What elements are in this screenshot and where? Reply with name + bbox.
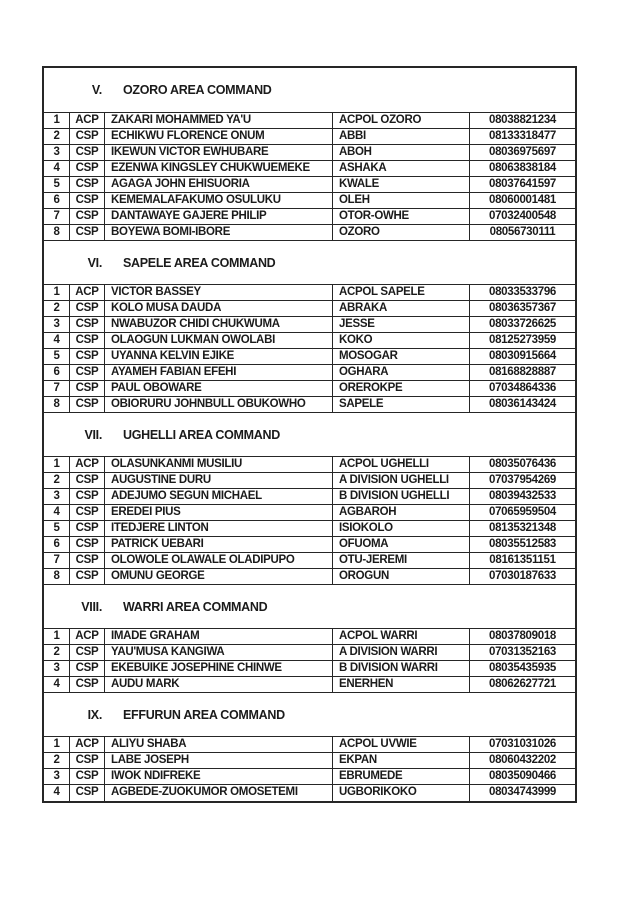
cell-rank: CSP <box>70 521 105 536</box>
table-row <box>44 225 575 241</box>
section-title: OZORO AREA COMMAND <box>123 83 272 97</box>
cell-division: A DIVISION UGHELLI <box>333 473 470 488</box>
cell-phone-number: 08056730111 <box>489 226 556 238</box>
section-numeral: V. <box>91 83 102 97</box>
cell-division: B DIVISION WARRI <box>333 661 470 676</box>
section-rows <box>44 629 575 693</box>
section-rows <box>44 737 575 801</box>
cell-division: OREROKPE <box>333 381 470 396</box>
cell-serial-number: 5 <box>44 521 70 536</box>
cell-officer-name: PAUL OBOWARE <box>105 381 333 396</box>
table-row <box>44 569 575 585</box>
cell-phone-number: 07037954269 <box>488 474 557 486</box>
cell-division: B DIVISION UGHELLI <box>333 489 470 504</box>
cell-serial-number: 7 <box>44 553 70 568</box>
cell-rank: ACP <box>70 457 105 472</box>
cell-phone-number: 08035435935 <box>488 662 557 674</box>
cell-officer-name: PATRICK UEBARI <box>105 537 333 552</box>
cell-rank: CSP <box>70 129 105 144</box>
cell-phone-number: 08036975697 <box>488 146 557 158</box>
table-row <box>44 521 575 537</box>
cell-phone-number: 08035076436 <box>488 458 557 470</box>
section-header <box>44 413 575 457</box>
cell-phone-number: 08033533796 <box>488 286 557 298</box>
cell-division: JESSE <box>333 317 470 332</box>
cell-serial-number: 4 <box>44 505 70 520</box>
cell-phone-number: 08063838184 <box>488 162 557 174</box>
table-row <box>44 177 575 193</box>
table-row <box>44 397 575 413</box>
cell-officer-name: VICTOR BASSEY <box>105 285 333 300</box>
cell-rank: ACP <box>70 629 105 644</box>
cell-division: OROGUN <box>333 569 470 584</box>
cell-officer-name: EZENWA KINGSLEY CHUKWUEMEKE <box>105 161 333 176</box>
cell-serial-number: 4 <box>44 677 70 692</box>
table-row <box>44 365 575 381</box>
section-title: UGHELLI AREA COMMAND <box>123 427 280 442</box>
cell-officer-name: KEMEMALAFAKUMO OSULUKU <box>105 193 333 208</box>
cell-division: AGBAROH <box>333 505 470 520</box>
cell-rank: CSP <box>70 381 105 396</box>
cell-division: MOSOGAR <box>333 349 470 364</box>
cell-rank: CSP <box>70 645 105 660</box>
cell-phone-number: 08125273959 <box>488 334 557 346</box>
cell-officer-name: AGBEDE-ZUOKUMOR OMOSETEMI <box>105 785 333 801</box>
cell-rank: CSP <box>70 473 105 488</box>
cell-serial-number: 4 <box>44 161 70 176</box>
table-row <box>44 301 575 317</box>
cell-division: OZORO <box>333 225 470 240</box>
table-row <box>44 505 575 521</box>
table-row <box>44 145 575 161</box>
table-row <box>44 161 575 177</box>
section-rows <box>44 285 575 413</box>
cell-rank: CSP <box>70 145 105 160</box>
cell-rank: ACP <box>70 285 105 300</box>
cell-rank: CSP <box>70 753 105 768</box>
cell-phone-number: 07031352163 <box>488 646 557 658</box>
cell-phone-number: 07065959504 <box>488 506 557 518</box>
cell-phone-number: 08037641597 <box>488 178 557 190</box>
cell-division: KWALE <box>333 177 470 192</box>
table-row <box>44 349 575 365</box>
table-row <box>44 753 575 769</box>
cell-rank: CSP <box>70 333 105 348</box>
cell-phone-number: 08135321348 <box>488 522 557 534</box>
cell-serial-number: 6 <box>44 365 70 380</box>
cell-officer-name: OBIORURU JOHNBULL OBUKOWHO <box>105 397 333 412</box>
section-numeral: VI. <box>87 255 102 270</box>
table-row <box>44 661 575 677</box>
cell-serial-number: 3 <box>44 489 70 504</box>
cell-serial-number: 2 <box>44 753 70 768</box>
cell-serial-number: 2 <box>44 645 70 660</box>
cell-officer-name: NWABUZOR CHIDI CHUKWUMA <box>105 317 333 332</box>
table-row <box>44 285 575 301</box>
cell-division: ACPOL UVWIE <box>333 737 470 752</box>
cell-rank: CSP <box>70 505 105 520</box>
cell-rank: ACP <box>70 113 105 128</box>
section-header <box>44 241 575 285</box>
area-command-section <box>44 413 575 585</box>
section-header <box>44 693 575 737</box>
cell-serial-number: 6 <box>44 193 70 208</box>
table-row <box>44 785 575 801</box>
section-title: WARRI AREA COMMAND <box>123 599 268 614</box>
table-row <box>44 629 575 645</box>
cell-rank: CSP <box>70 225 105 240</box>
cell-officer-name: ITEDJERE LINTON <box>105 521 333 536</box>
cell-rank: CSP <box>70 769 105 784</box>
cell-officer-name: OLOWOLE OLAWALE OLADIPUPO <box>105 553 333 568</box>
cell-division: OLEH <box>333 193 470 208</box>
cell-serial-number: 2 <box>44 473 70 488</box>
cell-rank: CSP <box>70 301 105 316</box>
cell-serial-number: 4 <box>44 785 70 801</box>
cell-serial-number: 7 <box>44 381 70 396</box>
cell-serial-number: 1 <box>44 113 70 128</box>
table-row <box>44 645 575 661</box>
cell-serial-number: 2 <box>44 129 70 144</box>
section-rows <box>44 457 575 585</box>
cell-officer-name: ALIYU SHABA <box>105 737 333 752</box>
cell-officer-name: AYAMEH FABIAN EFEHI <box>105 365 333 380</box>
cell-rank: CSP <box>70 489 105 504</box>
cell-division: ABOH <box>333 145 470 160</box>
contact-directory <box>42 66 577 803</box>
cell-division: ABRAKA <box>333 301 470 316</box>
cell-officer-name: OMUNU GEORGE <box>105 569 333 584</box>
table-row <box>44 457 575 473</box>
cell-rank: CSP <box>70 553 105 568</box>
cell-phone-number: 08161351151 <box>489 554 556 566</box>
table-row <box>44 113 575 129</box>
cell-rank: CSP <box>70 397 105 412</box>
cell-division: KOKO <box>333 333 470 348</box>
cell-officer-name: DANTAWAYE GAJERE PHILIP <box>105 209 333 224</box>
cell-serial-number: 3 <box>44 145 70 160</box>
cell-phone-number: 07032400548 <box>488 210 557 222</box>
cell-officer-name: IWOK NDIFREKE <box>105 769 333 784</box>
section-header <box>44 585 575 629</box>
cell-phone-number: 07034864336 <box>488 382 557 394</box>
cell-officer-name: AUGUSTINE DURU <box>105 473 333 488</box>
cell-officer-name: EREDEI PIUS <box>105 505 333 520</box>
cell-serial-number: 1 <box>44 737 70 752</box>
table-row <box>44 317 575 333</box>
section-title: EFFURUN AREA COMMAND <box>123 707 285 722</box>
cell-serial-number: 8 <box>44 397 70 412</box>
cell-serial-number: 1 <box>44 285 70 300</box>
cell-division: OGHARA <box>333 365 470 380</box>
table-row <box>44 209 575 225</box>
cell-serial-number: 1 <box>44 629 70 644</box>
cell-serial-number: 3 <box>44 661 70 676</box>
cell-phone-number: 08039432533 <box>488 490 557 502</box>
cell-officer-name: AGAGA JOHN EHISUORIA <box>105 177 333 192</box>
cell-division: SAPELE <box>333 397 470 412</box>
cell-phone-number: 08037809018 <box>488 630 557 642</box>
table-row <box>44 193 575 209</box>
section-rows <box>44 113 575 241</box>
cell-division: ISIOKOLO <box>333 521 470 536</box>
cell-division: UGBORIKOKO <box>333 785 470 801</box>
table-row <box>44 381 575 397</box>
cell-officer-name: EKEBUIKE JOSEPHINE CHINWE <box>105 661 333 676</box>
table-row <box>44 553 575 569</box>
cell-serial-number: 6 <box>44 537 70 552</box>
cell-division: EBRUMEDE <box>333 769 470 784</box>
cell-officer-name: ADEJUMO SEGUN MICHAEL <box>105 489 333 504</box>
cell-rank: ACP <box>70 737 105 752</box>
cell-serial-number: 4 <box>44 333 70 348</box>
table-row <box>44 473 575 489</box>
section-numeral: VIII. <box>81 599 102 614</box>
cell-rank: CSP <box>70 677 105 692</box>
cell-rank: CSP <box>70 537 105 552</box>
area-command-section <box>44 241 575 413</box>
cell-rank: CSP <box>70 349 105 364</box>
cell-division: ACPOL UGHELLI <box>333 457 470 472</box>
cell-phone-number: 08038821234 <box>488 114 557 126</box>
cell-phone-number: 08062627721 <box>488 678 557 690</box>
cell-serial-number: 2 <box>44 301 70 316</box>
table-row <box>44 769 575 785</box>
cell-officer-name: IKEWUN VICTOR EWHUBARE <box>105 145 333 160</box>
cell-division: ACPOL WARRI <box>333 629 470 644</box>
cell-phone-number: 08168828887 <box>488 366 557 378</box>
cell-division: OTU-JEREMI <box>333 553 470 568</box>
cell-phone-number: 08033726625 <box>488 318 557 330</box>
cell-serial-number: 7 <box>44 209 70 224</box>
cell-phone-number: 08030915664 <box>488 350 557 362</box>
cell-serial-number: 5 <box>44 177 70 192</box>
cell-officer-name: IMADE GRAHAM <box>105 629 333 644</box>
cell-officer-name: ZAKARI MOHAMMED YA'U <box>105 113 333 128</box>
table-row <box>44 537 575 553</box>
cell-officer-name: YAU'MUSA KANGIWA <box>105 645 333 660</box>
cell-phone-number: 08035090466 <box>488 770 557 782</box>
cell-serial-number: 3 <box>44 769 70 784</box>
cell-rank: CSP <box>70 785 105 801</box>
cell-division: OFUOMA <box>333 537 470 552</box>
cell-phone-number: 07030187633 <box>488 570 557 582</box>
section-numeral: IX. <box>87 707 102 722</box>
cell-division: EKPAN <box>333 753 470 768</box>
cell-serial-number: 8 <box>44 569 70 584</box>
cell-division: A DIVISION WARRI <box>333 645 470 660</box>
cell-division: ACPOL SAPELE <box>333 285 470 300</box>
cell-rank: CSP <box>70 661 105 676</box>
table-row <box>44 333 575 349</box>
cell-serial-number: 5 <box>44 349 70 364</box>
cell-division: OTOR-OWHE <box>333 209 470 224</box>
cell-rank: CSP <box>70 177 105 192</box>
cell-phone-number: 08034743999 <box>488 786 557 798</box>
cell-officer-name: LABE JOSEPH <box>105 753 333 768</box>
cell-phone-number: 08035512583 <box>488 538 557 550</box>
cell-officer-name: AUDU MARK <box>105 677 333 692</box>
area-command-section <box>44 585 575 693</box>
cell-rank: CSP <box>70 365 105 380</box>
cell-phone-number: 08133318477 <box>488 130 557 142</box>
table-row <box>44 489 575 505</box>
cell-rank: CSP <box>70 161 105 176</box>
cell-rank: CSP <box>70 569 105 584</box>
cell-division: ABBI <box>333 129 470 144</box>
cell-division: ACPOL OZORO <box>333 113 470 128</box>
cell-rank: CSP <box>70 209 105 224</box>
section-numeral: VII. <box>84 427 102 442</box>
area-command-section <box>44 693 575 801</box>
cell-phone-number: 08036143424 <box>488 398 557 410</box>
area-command-section <box>44 68 575 241</box>
cell-officer-name: BOYEWA BOMI-IBORE <box>105 225 333 240</box>
cell-officer-name: KOLO MUSA DAUDA <box>105 301 333 316</box>
cell-phone-number: 08036357367 <box>488 302 557 314</box>
section-header <box>44 68 575 113</box>
section-title: SAPELE AREA COMMAND <box>123 255 276 270</box>
cell-phone-number: 08060001481 <box>488 194 557 206</box>
cell-division: ASHAKA <box>333 161 470 176</box>
cell-rank: CSP <box>70 193 105 208</box>
table-row <box>44 677 575 693</box>
cell-phone-number: 08060432202 <box>488 754 557 766</box>
cell-serial-number: 3 <box>44 317 70 332</box>
cell-serial-number: 8 <box>44 225 70 240</box>
cell-serial-number: 1 <box>44 457 70 472</box>
table-row <box>44 129 575 145</box>
cell-officer-name: OLASUNKANMI MUSILIU <box>105 457 333 472</box>
table-row <box>44 737 575 753</box>
cell-officer-name: UYANNA KELVIN EJIKE <box>105 349 333 364</box>
cell-officer-name: OLAOGUN LUKMAN OWOLABI <box>105 333 333 348</box>
cell-phone-number: 07031031026 <box>488 738 557 750</box>
cell-officer-name: ECHIKWU FLORENCE ONUM <box>105 129 333 144</box>
cell-division: ENERHEN <box>333 677 470 692</box>
cell-rank: CSP <box>70 317 105 332</box>
